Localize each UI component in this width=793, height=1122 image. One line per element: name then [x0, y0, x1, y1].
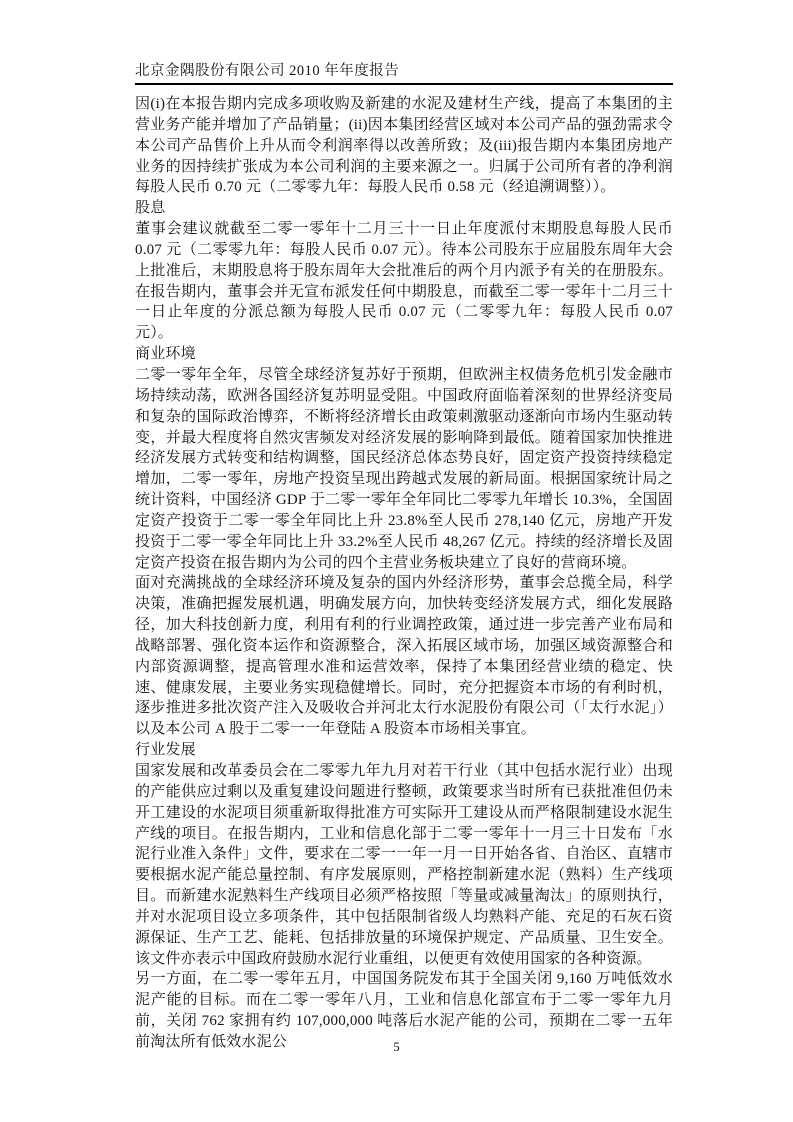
report-header-title: 北京金隅股份有限公司 2010 年年度报告	[135, 62, 673, 85]
paragraph-business-environment-1: 二零一零年全年，尽管全球经济复苏好于预期，但欧洲主权债务危机引发金融市场持续动荡，欧洲各国经济复苏明显受阻。中国政府面临着深刻的世界经济变局和复杂的国际政治博弈，不断将经济增长由政策刺激驱动逐渐向市场内生驱动转变，并最大程度将自然灾害频发对经济发展的影响降到最低。随着国家加快推进经济发展方式转变和结构调整，国民经济总体态势良好，固定资产投资持续稳定增加，二零一零年，房地产投资呈现出跨越式发展的新局面。根据国家统计局之统计资料，中国经济 GDP 于二零一零年全年同比二零零九年增长 10.3%，全国固定资产投资于二零一零全年同比上升 23.8%至人民币 278,140 亿元，房地产开发投资于二零一零全年同比上升 33.2%至人民币 48,267 亿元。持续的经济增长及固定资产投资在报告期内为公司的四个主营业务板块建立了良好的营商环境。	[135, 366, 673, 571]
paragraph-dividend: 董事会建议就截至二零一零年十二月三十一日止年度派付末期股息每股人民币 0.07 元（二零零九年：每股人民币 0.07 元）。待本公司股东于应届股东周年大会上批准后，末期股息将于股东周年大会批准后的两个月内派予有关的在册股东。在报告期内，董事会并无宣布派发任何中期股息，而截至二零一零年十二月三十一日止年度的分派总额为每股人民币 0.07 元（二零零九年：每股人民币 0.07 元）。	[135, 221, 673, 342]
page-header	[135, 62, 673, 85]
section-heading-business-environment: 商业环境	[135, 346, 196, 363]
paragraph-business-environment-2: 面对充满挑战的全球经济环境及复杂的国内外经济形势，董事会总揽全局，科学决策，准确把握发展机遇，明确发展方向，加快转变经济发展方式，细化发展路径，加大科技创新力度，利用有利的行业调控政策，通过进一步完善产业布局和战略部署、强化资本运作和资源整合，深入拓展区域市场，加强区域资源整合和内部资源调整，提高管理水准和运营效率，保持了本集团经营业绩的稳定、快速、健康发展，主要业务实现稳健增长。同时，充分把握资本市场的有利时机，逐步推进多批次资产注入及吸收合并河北太行水泥股份有限公司（「太行水泥」）以及本公司 A 股于二零一一年登陆 A 股资本市场相关事宜。	[135, 575, 673, 738]
paragraph-industry-development-2: 另一方面，在二零一零年五月，中国国务院发布其于全国关闭 9,160 万吨低效水泥产能的目标。而在二零一零年八月，工业和信息化部宣布于二零一零年九月前，关闭 762 家拥有约 107,000,000 吨落后水泥产能的公司，预期在二零一五年前淘汰所有低效水泥公	[135, 971, 673, 1050]
paragraph-industry-development-1: 国家发展和改革委员会在二零零九年九月对若干行业（其中包括水泥行业）出现的产能供应过剩以及重复建设问题进行整顿，政策要求当时所有已获批准但仍未开工建设的水泥项目须重新取得批准方可实际开工建设从而严格限制建设水泥生产线的项目。在报告期内，工业和信息化部于二零一零年十一月三十日发布「水泥行业准入条件」文件，要求在二零一一年一月一日开始各省、自治区、直辖市要根据水泥产能总量控制、有序发展原则，严格控制新建水泥（熟料）生产线项目。而新建水泥熟料生产线项目必须严格按照「等量或减量淘汰」的原则执行，并对水泥项目设立多项条件，其中包括限制省级人均熟料产能、充足的石灰石资源保证、生产工艺、能耗、包括排放量的环境保护规定、产品质量、卫生安全。该文件亦表示中国政府鼓励水泥行业重组，以便更有效使用国家的各种资源。	[135, 763, 673, 967]
page-number: 5	[393, 1040, 400, 1054]
page-footer	[0, 1038, 793, 1056]
section-heading-industry-development: 行业发展	[135, 742, 196, 759]
paragraph-results-overview: 因(i)在本报告期内完成多项收购及新建的水泥及建材生产线，提高了本集团的主营业务产能并增加了产品销量；(ii)因本集团经营区域对本公司产品的强劲需求令本公司产品售价上升从而令利润率得以改善所致；及(iii)报告期内本集团房地产业务的因持续扩张成为本公司利润的主要来源之一。归属于公司所有者的净利润每股人民币 0.70 元（二零零九年：每股人民币 0.58 元（经追溯调整））。	[135, 96, 673, 196]
document-body	[135, 94, 673, 1053]
section-heading-dividend: 股息	[135, 200, 166, 217]
